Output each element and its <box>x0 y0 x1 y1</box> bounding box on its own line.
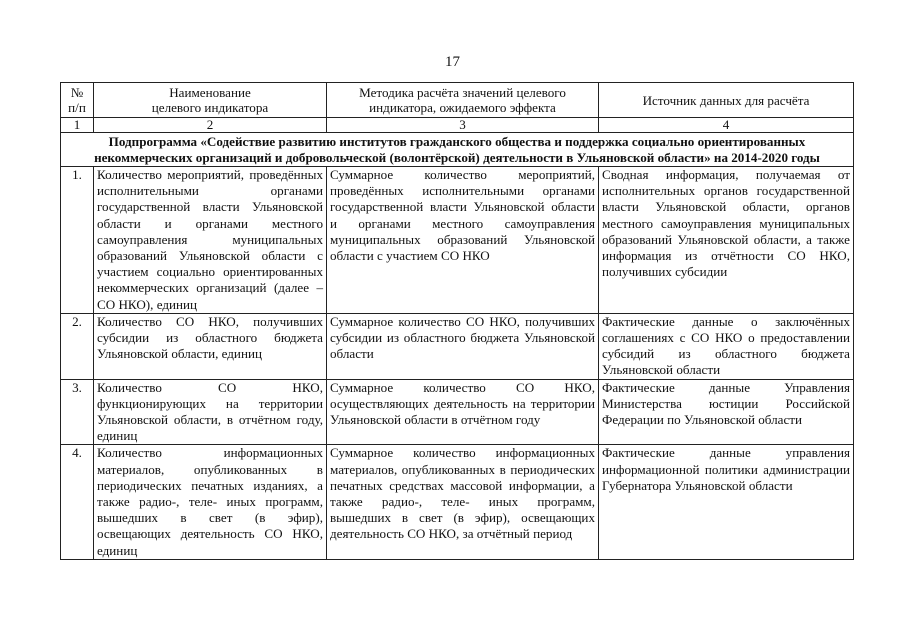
row-number: 3. <box>61 379 94 445</box>
header-number: № п/п <box>61 83 94 118</box>
subprogram-row <box>61 133 854 167</box>
source-cell: Фактические данные управления информационной политики администрации Губернатора Ульяновской области <box>599 445 854 559</box>
table-row <box>61 445 854 559</box>
column-number: 3 <box>327 118 599 133</box>
column-number: 1 <box>61 118 94 133</box>
method-cell: Суммарное количество СО НКО, получивших субсидии из областного бюджета Ульяновской области <box>327 313 599 379</box>
subprogram-title: Подпрограмма «Содействие развитию институтов гражданского общества и поддержка социально ориентированных некоммерческих организаций и добровольческой (волонтёрской) деятельности в Ульяновской области» на 2014-2020 годы <box>61 133 854 167</box>
indicator-cell: Количество мероприятий, проведённых исполнительными органами государственной власти Ульяновской области и органами местного самоуправления муниципальных образований Ульяновской области с участием социально ориентированных некоммерческих организаций (далее – СО НКО), единиц <box>94 167 327 314</box>
method-cell: Суммарное количество мероприятий, проведённых исполнительными органами государственной власти Ульяновской области и органами местного самоуправления муниципальных образований Ульяновской области с участием СО НКО <box>327 167 599 314</box>
row-number: 4. <box>61 445 94 559</box>
column-number: 4 <box>599 118 854 133</box>
table-row <box>61 167 854 314</box>
column-numbers-row <box>61 118 854 133</box>
indicators-table <box>60 82 854 560</box>
header-calculation-method: Методика расчёта значений целевого индикатора, ожидаемого эффекта <box>327 83 599 118</box>
source-cell: Фактические данные Управления Министерства юстиции Российской Федерации по Ульяновской области <box>599 379 854 445</box>
method-cell: Суммарное количество информационных материалов, опубликованных в периодических печатных средствах массовой информации, а также радио-, теле- иных программ, вышедших в свет (в эфир), освещающих деятельность СО НКО, за отчётный период <box>327 445 599 559</box>
table-row <box>61 313 854 379</box>
source-cell: Сводная информация, получаемая от исполнительных органов государственной власти Ульяновской области, органов местного самоуправления муниципальных образований Ульяновской области, а также информация из отчётности СО НКО, получивших субсидии <box>599 167 854 314</box>
page-number: 17 <box>445 54 460 70</box>
indicator-cell: Количество СО НКО, функционирующих на территории Ульяновской области, в отчётном году, единиц <box>94 379 327 445</box>
column-number: 2 <box>94 118 327 133</box>
row-number: 1. <box>61 167 94 314</box>
indicator-cell: Количество СО НКО, получивших субсидии из областного бюджета Ульяновской области, единиц <box>94 313 327 379</box>
table-row <box>61 379 854 445</box>
source-cell: Фактические данные о заключённых соглашениях с СО НКО о предоставлении субсидий из областного бюджета Ульяновской области <box>599 313 854 379</box>
method-cell: Суммарное количество СО НКО, осуществляющих деятельность на территории Ульяновской области в отчётном году <box>327 379 599 445</box>
indicator-cell: Количество информационных материалов, опубликованных в периодических печатных изданиях, а также радио-, теле- иных программ, вышедших в свет (в эфир), освещающих деятельность СО НКО, единиц <box>94 445 327 559</box>
row-number: 2. <box>61 313 94 379</box>
table-header-row <box>61 83 854 118</box>
header-indicator-name: Наименование целевого индикатора <box>94 83 327 118</box>
header-data-source: Источник данных для расчёта <box>599 83 854 118</box>
